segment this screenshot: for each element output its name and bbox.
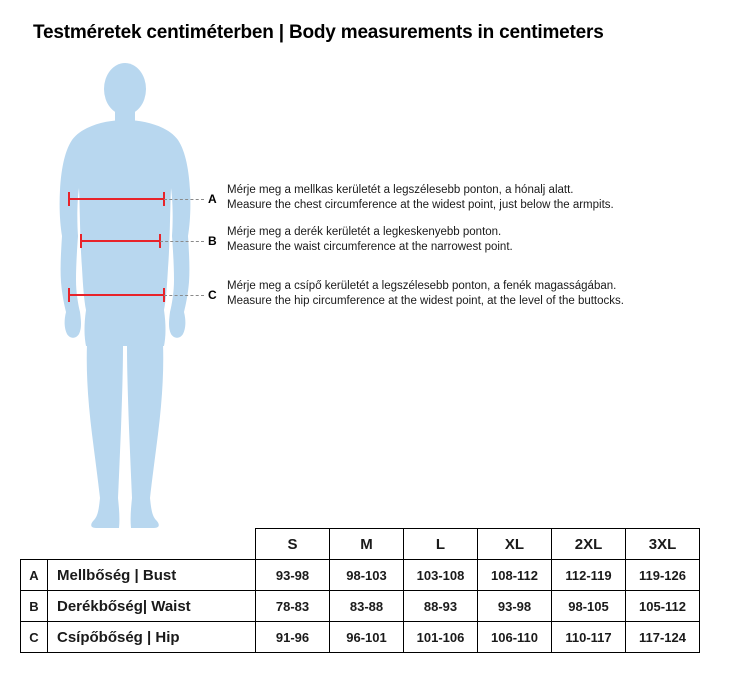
cell-hip-2xl: 110-117	[552, 622, 626, 653]
table-row-letter-c: C	[21, 622, 48, 653]
measurement-letter-c: C	[208, 288, 217, 302]
cell-bust-xl: 108-112	[478, 560, 552, 591]
table-row	[21, 622, 700, 653]
table-column-header-m: M	[330, 529, 404, 560]
measurement-letter-a: A	[208, 192, 217, 206]
measurement-description-b	[227, 225, 727, 255]
cell-bust-l: 103-108	[404, 560, 478, 591]
measurement-description-c-en: Measure the hip circumference at the widest point, at the level of the buttocks.	[227, 295, 624, 307]
cell-hip-3xl: 117-124	[626, 622, 700, 653]
cell-waist-xl: 93-98	[478, 591, 552, 622]
size-table	[20, 528, 700, 653]
measurement-description-a	[227, 183, 727, 213]
leader-line-c	[164, 295, 204, 296]
measurement-line-c	[68, 294, 164, 296]
page-title: Testméretek centiméterben | Body measurements in centimeters	[33, 22, 604, 43]
measurement-line-b	[80, 240, 160, 242]
table-row-letter-b: B	[21, 591, 48, 622]
measurement-letter-b: B	[208, 234, 217, 248]
table-row-letter-a: A	[21, 560, 48, 591]
measurement-cap-c-left	[68, 288, 70, 302]
measurement-cap-a-left	[68, 192, 70, 206]
leader-line-a	[164, 199, 204, 200]
measurement-description-a-en: Measure the chest circumference at the widest point, just below the armpits.	[227, 199, 614, 211]
cell-waist-3xl: 105-112	[626, 591, 700, 622]
cell-bust-3xl: 119-126	[626, 560, 700, 591]
measurement-description-c-hu: Mérje meg a csípő kerületét a legszélesebb ponton, a fenék magasságában.	[227, 280, 617, 292]
table-column-header-2xl: 2XL	[552, 529, 626, 560]
measurement-description-c	[227, 279, 727, 309]
table-row	[21, 560, 700, 591]
cell-waist-l: 88-93	[404, 591, 478, 622]
measurement-line-a	[68, 198, 164, 200]
table-column-header-xl: XL	[478, 529, 552, 560]
table-corner-blank-name	[48, 529, 256, 560]
table-column-header-s: S	[256, 529, 330, 560]
cell-hip-xl: 106-110	[478, 622, 552, 653]
measurement-description-a-hu: Mérje meg a mellkas kerületét a legszélesebb ponton, a hónalj alatt.	[227, 184, 574, 196]
table-row-name-hip: Csípőbőség | Hip	[48, 622, 256, 653]
table-column-header-l: L	[404, 529, 478, 560]
table-column-header-3xl: 3XL	[626, 529, 700, 560]
cell-waist-m: 83-88	[330, 591, 404, 622]
table-row-name-bust: Mellbőség | Bust	[48, 560, 256, 591]
body-silhouette-figure	[20, 62, 230, 532]
cell-bust-2xl: 112-119	[552, 560, 626, 591]
table-corner-blank-letter	[21, 529, 48, 560]
measurement-description-b-hu: Mérje meg a derék kerületét a legkeskenyebb ponton.	[227, 226, 502, 238]
cell-hip-s: 91-96	[256, 622, 330, 653]
table-row-name-waist: Derékbőség| Waist	[48, 591, 256, 622]
cell-hip-m: 96-101	[330, 622, 404, 653]
cell-hip-l: 101-106	[404, 622, 478, 653]
table-row	[21, 591, 700, 622]
cell-bust-m: 98-103	[330, 560, 404, 591]
cell-waist-2xl: 98-105	[552, 591, 626, 622]
leader-line-b	[160, 241, 204, 242]
measurement-description-b-en: Measure the waist circumference at the narrowest point.	[227, 241, 513, 253]
male-body-silhouette-icon	[20, 62, 230, 532]
cell-waist-s: 78-83	[256, 591, 330, 622]
table-header-row	[21, 529, 700, 560]
measurement-cap-b-left	[80, 234, 82, 248]
cell-bust-s: 93-98	[256, 560, 330, 591]
